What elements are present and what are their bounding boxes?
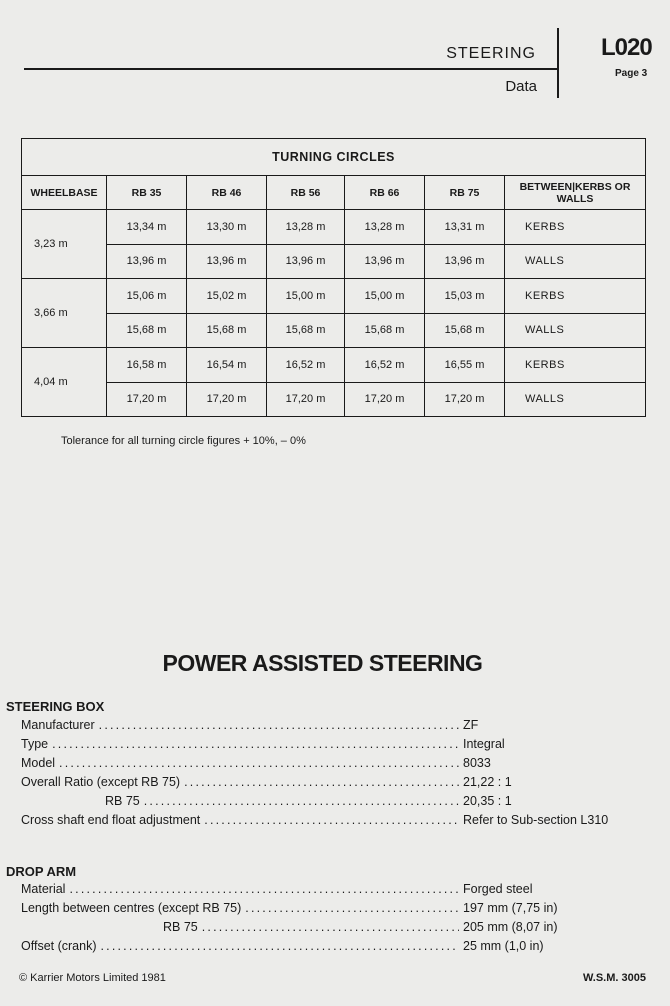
table-cell: 13,31 m — [425, 210, 505, 245]
table-cell: 13,30 m — [187, 210, 267, 245]
leader-dots — [100, 939, 459, 958]
spec-value: 205 mm (8,07 in) — [463, 920, 558, 934]
clearance-type-cell: KERBS — [505, 348, 646, 383]
table-row — [22, 348, 646, 383]
table-cell: 17,20 m — [345, 382, 425, 417]
column-header-rb66: RB 66 — [345, 176, 425, 210]
table-cell: 17,20 m — [187, 382, 267, 417]
manual-code: W.S.M. 3005 — [583, 972, 646, 984]
wheelbase-cell: 3,66 m — [22, 279, 107, 348]
copyright-notice: © Karrier Motors Limited 1981 — [19, 972, 166, 984]
steering-box-title: STEERING BOX — [6, 699, 105, 714]
spec-row-cross-shaft — [21, 813, 621, 832]
section-subheading: Data — [505, 78, 537, 95]
column-header-rb75: RB 75 — [425, 176, 505, 210]
column-header-wheelbase: WHEELBASE — [22, 176, 107, 210]
table-cell: 15,68 m — [425, 313, 505, 348]
spec-value: 8033 — [463, 756, 491, 770]
wheelbase-cell: 3,23 m — [22, 210, 107, 279]
table-cell: 17,20 m — [425, 382, 505, 417]
column-header-rb56: RB 56 — [267, 176, 345, 210]
spec-label: Manufacturer — [21, 718, 95, 732]
spec-row-offset — [21, 939, 621, 958]
table-cell: 13,28 m — [267, 210, 345, 245]
table-cell: 16,58 m — [107, 348, 187, 383]
leader-dots — [202, 920, 459, 939]
leader-dots — [245, 901, 459, 920]
spec-row-ratio-rb75 — [21, 794, 621, 813]
spec-label: Offset (crank) — [21, 939, 97, 953]
leader-dots — [144, 794, 459, 813]
table-cell: 15,68 m — [187, 313, 267, 348]
table-cell: 16,55 m — [425, 348, 505, 383]
clearance-type-cell: KERBS — [505, 279, 646, 314]
table-header-row — [22, 176, 646, 210]
table-cell: 13,34 m — [107, 210, 187, 245]
table-cell: 16,52 m — [267, 348, 345, 383]
spec-value: ZF — [463, 718, 479, 732]
table-cell: 16,54 m — [187, 348, 267, 383]
table-row — [22, 244, 646, 279]
spec-value: 21,22 : 1 — [463, 775, 512, 789]
table-cell: 15,00 m — [345, 279, 425, 314]
clearance-type-cell: WALLS — [505, 382, 646, 417]
spec-value: 25 mm (1,0 in) — [463, 939, 544, 953]
spec-value: Refer to Sub-section L310 — [463, 813, 609, 827]
leader-dots — [204, 813, 459, 832]
spec-label: RB 75 — [105, 794, 140, 808]
spec-row-material — [21, 882, 621, 901]
spec-row-overall-ratio — [21, 775, 621, 794]
table-row — [22, 382, 646, 417]
spec-row-manufacturer — [21, 718, 621, 737]
table-cell: 13,28 m — [345, 210, 425, 245]
spec-label: Length between centres (except RB 75) — [21, 901, 242, 915]
table-cell: 15,02 m — [187, 279, 267, 314]
table-cell: 15,68 m — [345, 313, 425, 348]
column-header-rb46: RB 46 — [187, 176, 267, 210]
spec-label: Model — [21, 756, 56, 770]
spec-value: 197 mm (7,75 in) — [463, 901, 558, 915]
leader-dots — [184, 775, 459, 794]
table-cell: 15,03 m — [425, 279, 505, 314]
table-cell: 13,96 m — [345, 244, 425, 279]
spec-label: Cross shaft end float adjustment — [21, 813, 201, 827]
wheelbase-cell: 4,04 m — [22, 348, 107, 417]
table-cell: 15,00 m — [267, 279, 345, 314]
document-code: L020 — [601, 34, 652, 61]
table-cell: 13,96 m — [267, 244, 345, 279]
table-row — [22, 210, 646, 245]
spec-value: Integral — [463, 737, 505, 751]
pas-title: POWER ASSISTED STEERING — [162, 650, 483, 676]
spec-label: Overall Ratio (except RB 75) — [21, 775, 181, 789]
table-cell: 13,96 m — [425, 244, 505, 279]
spec-label: Material — [21, 882, 66, 896]
table-row — [22, 313, 646, 348]
page-number: Page 3 — [615, 68, 648, 79]
leader-dots — [69, 882, 459, 901]
table-cell: 15,06 m — [107, 279, 187, 314]
column-header-between: BETWEEN|KERBS OR WALLS — [505, 176, 646, 210]
table-cell: 13,96 m — [187, 244, 267, 279]
header-divider — [557, 28, 559, 98]
column-header-rb35: RB 35 — [107, 176, 187, 210]
table-cell: 15,68 m — [267, 313, 345, 348]
table-cell: 15,68 m — [107, 313, 187, 348]
table-row — [22, 279, 646, 314]
leader-dots — [59, 756, 459, 775]
table-cell: 13,96 m — [107, 244, 187, 279]
leader-dots — [99, 718, 459, 737]
table-cell: 17,20 m — [267, 382, 345, 417]
spec-row-length-rb75 — [21, 920, 621, 939]
leader-dots — [52, 737, 459, 756]
spec-label: RB 75 — [163, 920, 198, 934]
clearance-type-cell: KERBS — [505, 210, 646, 245]
clearance-type-cell: WALLS — [505, 244, 646, 279]
spec-row-length — [21, 901, 621, 920]
table-cell: 16,52 m — [345, 348, 425, 383]
drop-arm-title: DROP ARM — [6, 864, 77, 879]
section-heading: STEERING — [446, 45, 536, 62]
spec-value: 20,35 : 1 — [463, 794, 512, 808]
spec-label: Type — [21, 737, 49, 751]
table-caption: TURNING CIRCLES — [22, 139, 646, 176]
header-rule — [24, 68, 559, 70]
table-cell: 17,20 m — [107, 382, 187, 417]
tolerance-note: Tolerance for all turning circle figures + 10%, – 0% — [61, 435, 306, 447]
clearance-type-cell: WALLS — [505, 313, 646, 348]
spec-row-model — [21, 756, 621, 775]
spec-row-type — [21, 737, 621, 756]
turning-circles-table — [21, 138, 646, 417]
spec-value: Forged steel — [463, 882, 533, 896]
